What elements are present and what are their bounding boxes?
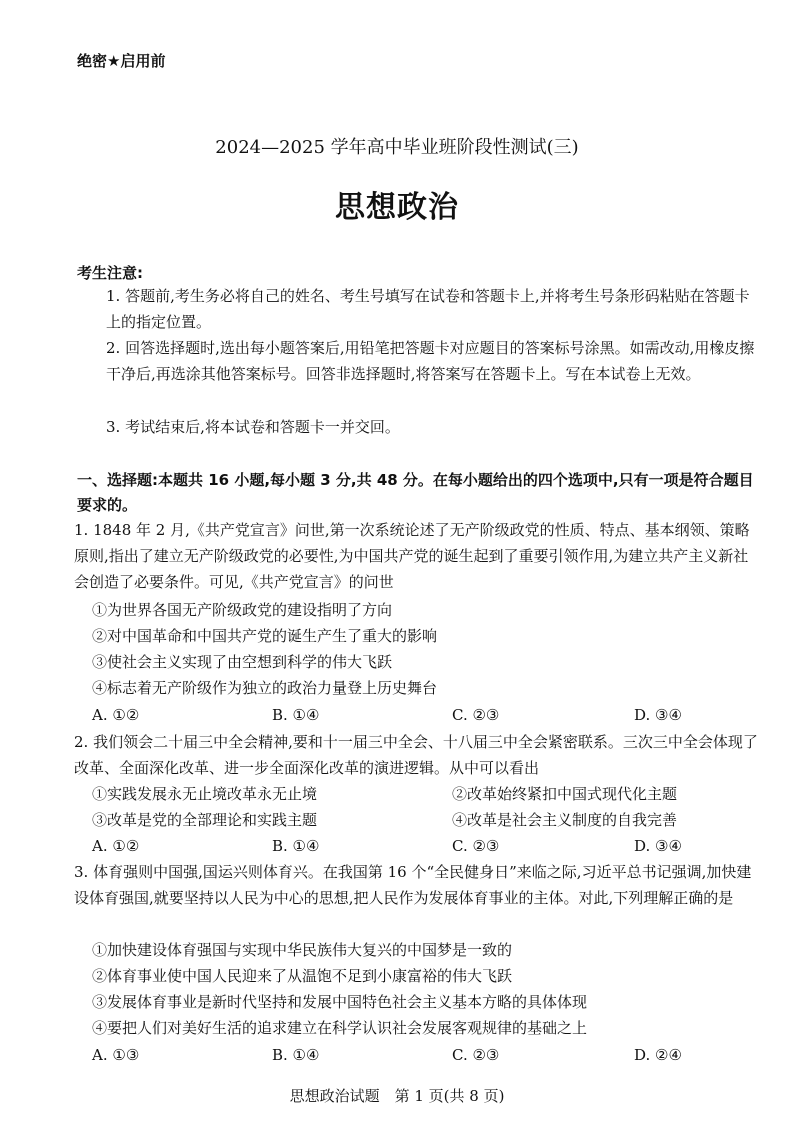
answer-choice-c: C. ②③ [452,837,500,855]
notice-item: 3. 考试结束后,将本试卷和答题卡一并交回。 [106,418,400,436]
answer-choice-b: B. ①④ [272,1046,320,1064]
question-stem: 2. 我们领会二十届三中全会精神,要和十一届三中全会、十八届三中全会紧密联系。三次三中全会体现了改革、全面深化改革、进一步全面深化改革的演进逻辑。从中可以看出 [74,733,758,777]
statement: ①为世界各国无产阶级政党的建设指明了方向 [92,601,393,619]
statement: ①加快建设体育强国与实现中华民族伟大复兴的中国梦是一致的 [92,941,513,959]
notice-heading: 考生注意: [77,264,143,282]
statement: ②对中国革命和中国共产党的诞生产生了重大的影响 [92,627,438,645]
statement: ②改革始终紧扣中国式现代化主题 [452,785,678,803]
statement: ①实践发展永无止境改革永无止境 [92,785,318,803]
answer-choice-d: D. ③④ [634,837,682,855]
answer-choice-c: C. ②③ [452,706,500,724]
exam-title: 2024—2025 学年高中毕业班阶段性测试(三) [215,137,579,158]
answer-choice-b: B. ①④ [272,706,320,724]
statement: ④标志着无产阶级作为独立的政治力量登上历史舞台 [92,679,438,697]
statement: ③发展体育事业是新时代坚持和发展中国特色社会主义基本方略的具体体现 [92,993,588,1011]
answer-choice-d: D. ②④ [634,1046,682,1064]
answer-choice-a: A. ①② [92,706,140,724]
statement: ②体育事业使中国人民迎来了从温饱不足到小康富裕的伟大飞跃 [92,967,513,985]
answer-choice-b: B. ①④ [272,837,320,855]
statement: ③改革是党的全部理论和实践主题 [92,811,318,829]
answer-choice-c: C. ②③ [452,1046,500,1064]
page-footer: 思想政治试题 第 1 页(共 8 页) [289,1087,505,1105]
question-stem: 3. 体育强则中国强,国运兴则体育兴。在我国第 16 个“全民健身日”来临之际,习近平总书记强调,加快建设体育强国,就要坚持以人民为中心的思想,把人民作为发展体育事业的主体。对此,下列理解正确的是 [74,863,752,907]
answer-choice-a: A. ①② [92,837,140,855]
section-instruction: 一、选择题:本题共 16 小题,每小题 3 分,共 48 分。在每小题给出的四个选项中,只有一项是符合题目要求的。 [77,471,754,514]
notice-item: 2. 回答选择题时,选出每小题答案后,用铅笔把答题卡对应题目的答案标号涂黑。如需改动,用橡皮擦干净后,再选涂其他答案标号。回答非选择题时,将答案写在答题卡上。写在本试卷上无效。 [106,339,755,383]
question-stem: 1. 1848 年 2 月,《共产党宣言》问世,第一次系统论述了无产阶级政党的性质、特点、基本纲领、策略原则,指出了建立无产阶级政党的必要性,为中国共产党的诞生起到了重要引领作用,为建立共产主义新社会创造了必要条件。可见,《共产党宣言》的问世 [74,521,750,591]
statement: ④改革是社会主义制度的自我完善 [452,811,678,829]
notice-item: 1. 答题前,考生务必将自己的姓名、考生号填写在试卷和答题卡上,并将考生号条形码粘贴在答题卡上的指定位置。 [106,287,750,331]
subject-title: 思想政治 [335,190,459,225]
answer-choice-d: D. ③④ [634,706,682,724]
statement: ④要把人们对美好生活的追求建立在科学认识社会发展客观规律的基础之上 [92,1019,588,1037]
answer-choice-a: A. ①③ [92,1046,140,1064]
secret-mark: 绝密★启用前 [77,52,166,70]
statement: ③使社会主义实现了由空想到科学的伟大飞跃 [92,653,393,671]
